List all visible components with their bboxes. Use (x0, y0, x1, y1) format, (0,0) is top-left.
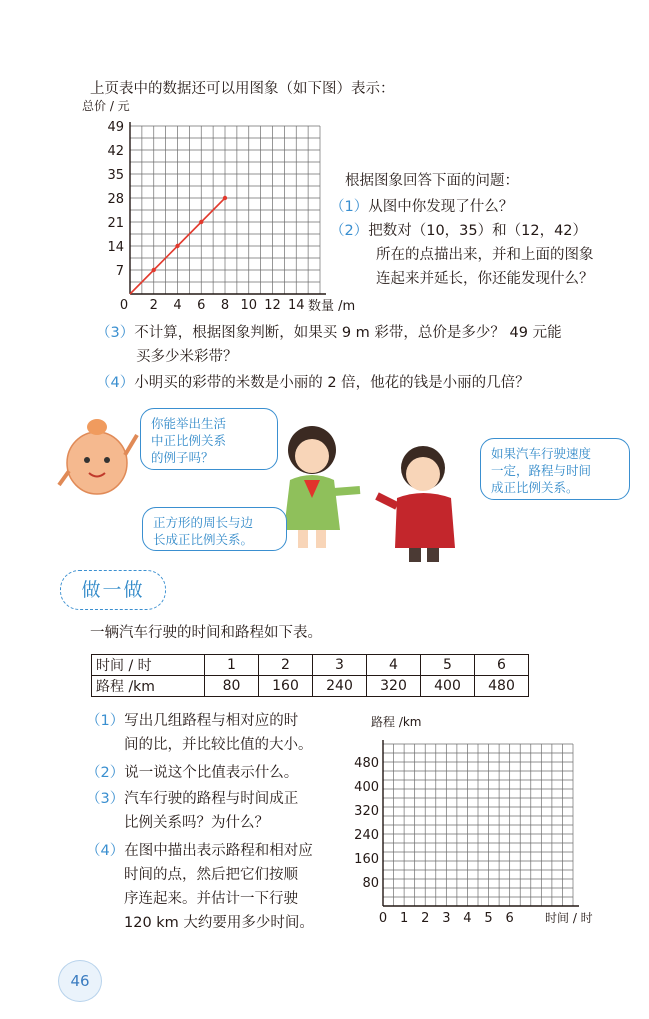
questions-heading: 根据图象回答下面的问题： (345, 173, 519, 189)
question-1-number: （1） (330, 199, 369, 215)
y-tick-label: 400 (354, 780, 379, 795)
x-tick-label: 2 (421, 911, 430, 926)
question-1-text: 从图中你发现了什么？ (368, 199, 514, 215)
origin-label: 0 (378, 911, 388, 926)
y-axis-label: 总价 / 元 (82, 99, 130, 113)
y-tick-label: 28 (107, 192, 124, 207)
boy-illustration (375, 438, 465, 563)
x-tick-label: 1 (399, 911, 409, 926)
exercise-1-number: （1） (86, 713, 125, 729)
table-header-distance: 路程 /km (92, 676, 205, 697)
y-tick-label: 49 (107, 120, 124, 135)
data-point (199, 220, 203, 224)
speech-bubble-mascot (140, 408, 278, 470)
table-cell: 5 (421, 655, 475, 676)
bubble-boy-line-2: 一定，路程与时间 (491, 463, 592, 478)
question-2-number: （2） (330, 223, 369, 239)
data-point (175, 244, 179, 248)
x-tick-label: 2 (149, 298, 158, 313)
bubble-mascot-line-1: 你能举出生活 (151, 416, 227, 431)
question-1 (330, 196, 513, 218)
bubble-mascot-line-3: 的例子吗？ (151, 450, 214, 465)
y-tick-label: 320 (354, 804, 379, 819)
exercise-intro: 一辆汽车行驶的时间和路程如下表。 (90, 625, 322, 641)
exercise-3-line-1: 汽车行驶的路程与时间成正 (124, 791, 299, 807)
question-2-line-1: 把数对（10，35）和（12，42） (368, 223, 588, 239)
exercise-2-number: （2） (86, 765, 125, 781)
data-point (152, 268, 156, 272)
table-header-time: 时间 / 时 (92, 655, 205, 676)
table-row-time (92, 655, 529, 676)
y-tick-label: 480 (354, 756, 379, 771)
table-cell: 2 (259, 655, 313, 676)
table-cell: 6 (475, 655, 529, 676)
bubble-boy-line-3: 成正比例关系。 (491, 480, 579, 495)
price-quantity-chart (80, 98, 365, 320)
data-point (223, 196, 227, 200)
exercise-4-line-4: 120 km 大约要用多少时间。 (124, 915, 314, 931)
y-tick-label: 80 (362, 876, 379, 891)
exercise-4-number: （4） (86, 843, 125, 859)
x-tick-label: 6 (505, 911, 514, 926)
x-tick-label: 3 (442, 911, 451, 926)
x-tick-label: 10 (240, 298, 258, 313)
question-4 (96, 372, 530, 394)
table-row-distance (92, 676, 529, 697)
y-tick-label: 14 (107, 240, 124, 255)
question-4-text: 小明买的彩带的米数是小丽的 2 倍，他花的钱是小丽的几倍？ (134, 375, 530, 391)
y-tick-label: 42 (107, 144, 124, 159)
y-tick-label: 21 (107, 216, 124, 231)
x-tick-label: 5 (484, 911, 493, 926)
exercise-1-line-2: 间的比，并比较比值的大小。 (124, 737, 313, 753)
x-tick-label: 14 (287, 298, 305, 313)
question-3 (96, 322, 562, 344)
exercise-1-line-1: 写出几组路程与相对应的时 (124, 713, 299, 729)
table-cell: 80 (205, 676, 259, 697)
question-4-number: （4） (96, 375, 135, 391)
table-cell: 320 (367, 676, 421, 697)
distance-time-chart (345, 712, 625, 932)
x-tick-label: 8 (220, 298, 230, 313)
table-cell: 3 (313, 655, 367, 676)
exercise-3-line-2: 比例关系吗？为什么？ (124, 815, 269, 831)
speech-bubble-girl (142, 507, 287, 551)
x-tick-label: 4 (173, 298, 182, 313)
intro-text: 上页表中的数据还可以用图象（如下图）表示： (90, 81, 395, 97)
y-tick-label: 160 (354, 852, 379, 867)
exercise-4-line-2: 时间的点，然后把它们按顺 (124, 867, 298, 883)
origin-label: 0 (119, 298, 129, 313)
question-3-line-2: 买多少米彩带？ (136, 349, 238, 365)
page-number: 46 (58, 960, 102, 1002)
speech-bubble-boy (480, 438, 630, 500)
table-cell: 1 (205, 655, 259, 676)
table-cell: 160 (259, 676, 313, 697)
table-cell: 240 (313, 676, 367, 697)
bubble-mascot-line-2: 中正比例关系 (151, 433, 227, 448)
exercise-3 (86, 788, 298, 810)
exercise-3-number: （3） (86, 791, 125, 807)
bubble-boy-line-1: 如果汽车行驶速度 (491, 446, 592, 461)
question-3-number: （3） (96, 325, 135, 341)
bubble-girl-line-1: 正方形的周长与边 (153, 515, 254, 530)
exercise-1 (86, 710, 298, 732)
y-tick-label: 35 (107, 168, 124, 183)
exercise-2-text: 说一说这个比值表示什么。 (124, 765, 299, 781)
section-title-zuoyizuo: 做一做 (60, 570, 166, 610)
bubble-girl-line-2: 长成正比例关系。 (153, 532, 254, 547)
table-cell: 4 (367, 655, 421, 676)
question-2 (330, 220, 587, 242)
table-cell: 480 (475, 676, 529, 697)
exercise-4-line-1: 在图中描出表示路程和相对应 (124, 843, 313, 859)
question-2-line-2: 所在的点描出来，并和上面的图象 (376, 247, 594, 263)
x-tick-label: 12 (264, 298, 281, 313)
question-2-line-3: 连起来并延长，你还能发现什么？ (376, 271, 594, 287)
x-tick-label: 4 (463, 911, 472, 926)
exercise-2 (86, 762, 298, 784)
x-axis-label: 数量 /m (308, 299, 356, 314)
y-axis-label: 路程 /km (371, 715, 422, 729)
x-axis-label: 时间 / 时 (545, 911, 593, 925)
y-tick-label: 7 (115, 264, 124, 279)
exercise-4-line-3: 序连起来。并估计一下行驶 (124, 891, 298, 907)
table-cell: 400 (421, 676, 475, 697)
x-tick-label: 6 (197, 298, 206, 313)
y-tick-label: 240 (354, 828, 379, 843)
mascot-illustration (55, 405, 145, 500)
exercise-4 (86, 840, 313, 862)
question-3-line-1: 不计算，根据图象判断，如果买 9 m 彩带，总价是多少？ 49 元能 (134, 325, 562, 341)
time-distance-table (91, 654, 529, 697)
